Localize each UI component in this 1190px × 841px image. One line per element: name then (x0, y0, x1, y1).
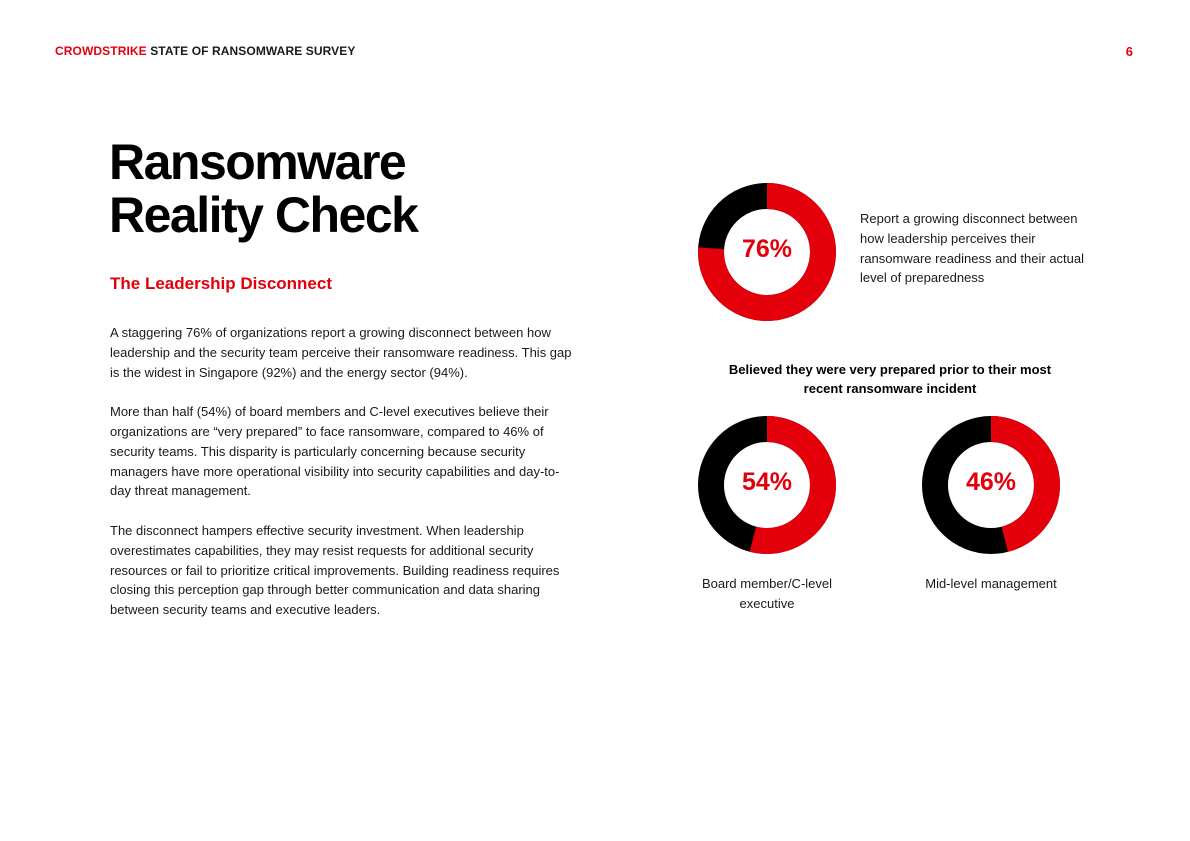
page-title-line-1: Ransomware (109, 134, 406, 190)
page-title-line-2: Reality Check (109, 187, 418, 243)
document-title: STATE OF RANSOMWARE SURVEY (150, 44, 356, 58)
paragraph: More than half (54%) of board members and C-level executives believe their organizations are “very prepared” to face ransomware, compared to 46% of security teams. This disparity is particularly concerning because security managers have more operational visibility into security capabilities and day-to-day threat management. (110, 404, 560, 499)
donut-chart-midlevel (922, 416, 1060, 554)
donut-percent-label: 54% (741, 468, 793, 496)
chart-caption: Believed they were very prepared prior to their most recent ransomware incident (728, 362, 1052, 396)
body-text (110, 323, 580, 640)
donut-chart-disconnect (698, 183, 836, 321)
donut-chart-board (698, 416, 836, 554)
donut-caption-midlevel: Mid-level management (925, 576, 1057, 591)
section-subtitle: The Leadership Disconnect (110, 274, 332, 293)
stat-description: Report a growing disconnect between how leadership perceives their ransomware readiness and their actual level of preparedness (860, 211, 1085, 286)
page-title (109, 136, 417, 242)
paragraph: A staggering 76% of organizations report a growing disconnect between how leadership and the security team perceive their ransomware readiness. This gap is the widest in Singapore (92%) and the energy sector (94%). (110, 325, 572, 380)
running-header (55, 44, 356, 58)
donut-percent-label: 76% (741, 235, 793, 263)
page-number: 6 (1125, 44, 1133, 59)
donut-percent-label: 46% (965, 468, 1017, 496)
brand-name: CROWDSTRIKE (55, 44, 147, 58)
paragraph: The disconnect hampers effective security investment. When leadership overestimates capabilities, they may resist requests for additional security resources or fail to prioritize critical improvements. Building readiness requires closing this perception gap through better communication and data sharing between security teams and executive leaders. (110, 522, 560, 618)
donut-caption-board: Board member/C-level executive (701, 576, 833, 611)
